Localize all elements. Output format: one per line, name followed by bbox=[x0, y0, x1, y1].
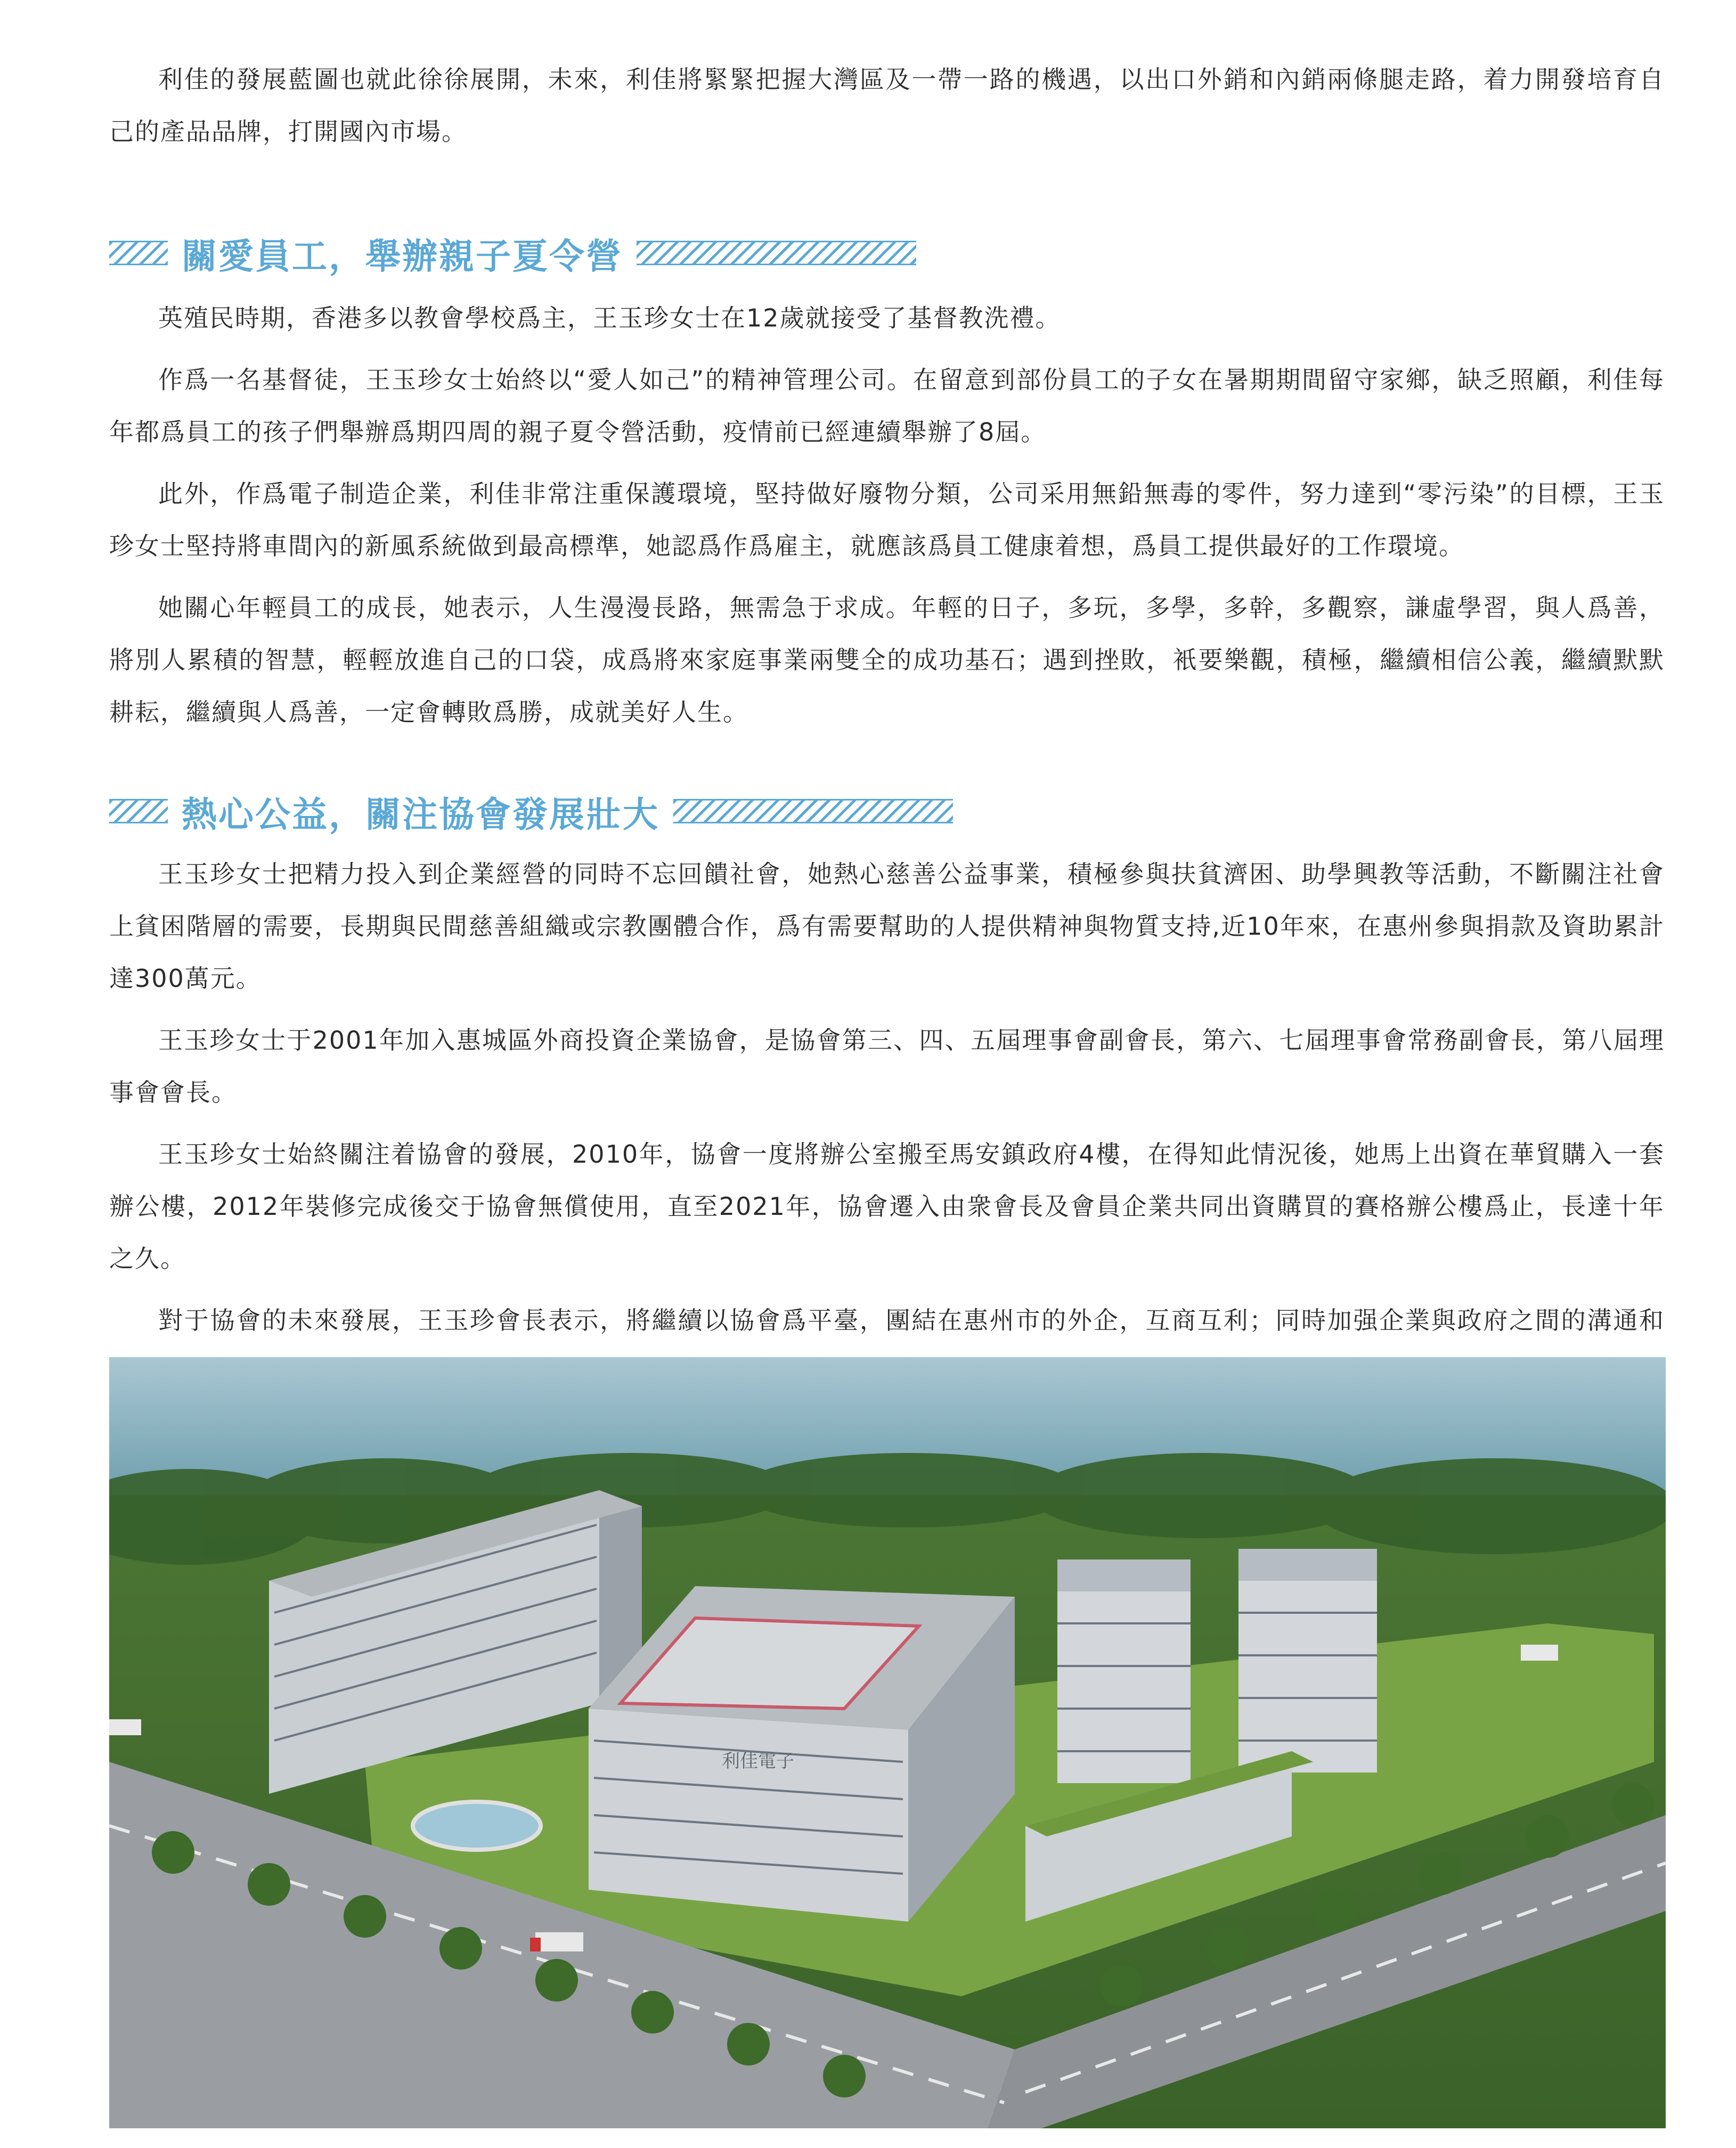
building-sign: 利佳電子 bbox=[722, 1751, 794, 1772]
heading-hatch-decoration bbox=[637, 241, 916, 265]
truck bbox=[109, 1719, 141, 1735]
intro-paragraph: 利佳的發展藍圖也就此徐徐展開，未來，利佳將緊緊把握大灣區及一帶一路的機遇，以出口外銷和內銷兩條腿走路，着力開發培育自己的產品品牌，打開國內市場。 bbox=[109, 65, 1665, 146]
truck bbox=[1521, 1645, 1558, 1661]
section1-paragraph: 作爲一名基督徒，王玉珍女士始終以“愛人如己”的精神管理公司。在留意到部份員工的子女在暑期期間留守家鄉，缺乏照顧，利佳每年都爲員工的孩子們舉辦爲期四周的親子夏令營活動，疫情前已經連續舉辦了8屆。 bbox=[109, 365, 1665, 446]
section2-body bbox=[109, 848, 1665, 1408]
section2-paragraph: 王玉珍女士始終關注着協會的發展，2010年，協會一度將辦公室搬至馬安鎮政府4樓，在得知此情況後，她馬上出資在華貿購入一套辦公樓，2012年裝修完成後交于協會無償使用，直至2021年，協會遷入由衆會長及會員企業共同出資購買的賽格辦公樓爲止，長達十年之久。 bbox=[109, 1140, 1665, 1273]
heading-hatch-decoration bbox=[673, 799, 953, 823]
dormitory-tower-1 bbox=[1057, 1559, 1191, 1783]
factory-aerial-photo bbox=[109, 1357, 1666, 2128]
factory-illustration bbox=[109, 1357, 1666, 2128]
fountain bbox=[413, 1802, 541, 1850]
section2-heading bbox=[109, 787, 1665, 835]
section2-paragraph: 王玉珍女士把精力投入到企業經營的同時不忘回饋社會，她熱心慈善公益事業，積極參與扶貧濟困、助學興教等活動，不斷關注社會上貧困階層的需要，長期與民間慈善組織或宗教團體合作，爲有需要幫助的人提供精神與物質支持,近10年來，在惠州參與捐款及資助累計達300萬元。 bbox=[109, 860, 1665, 993]
section2-title: 熱心公益，關注協會發展壯大 bbox=[182, 794, 659, 835]
truck bbox=[535, 1932, 583, 1951]
section1-paragraph: 此外，作爲電子制造企業，利佳非常注重保護環境，堅持做好廢物分類，公司采用無鉛無毒的零件，努力達到“零污染”的目標，王玉珍女士堅持將車間內的新風系統做到最高標準，她認爲作爲雇主，就應該爲員工健康着想，爲員工提供最好的工作環境。 bbox=[109, 479, 1665, 560]
heading-hatch-decoration bbox=[109, 799, 168, 823]
section1-body bbox=[109, 292, 1665, 748]
section2-paragraph: 王玉珍女士于2001年加入惠城區外商投資企業協會，是協會第三、四、五屆理事會副會長，第六、七屆理事會常務副會長，第八屆理事會會長。 bbox=[109, 1026, 1665, 1107]
section1-heading bbox=[109, 229, 1665, 277]
section1-title: 關愛員工，舉辦親子夏令營 bbox=[182, 235, 623, 277]
dormitory-tower-2 bbox=[1238, 1549, 1377, 1773]
factory-front bbox=[589, 1709, 908, 1922]
section2-paragraph: 對于協會的未來發展，王玉珍會長表示，將繼續以協會爲平臺，團結在惠州市的外企，互商互利；同時加强企業與政府之間的溝通和 bbox=[158, 1306, 1665, 1335]
intro-section bbox=[109, 53, 1665, 158]
heading-hatch-decoration bbox=[109, 241, 168, 265]
section1-paragraph: 英殖民時期，香港多以教會學校爲主，王玉珍女士在12歲就接受了基督教洗禮。 bbox=[158, 304, 1061, 332]
section1-paragraph: 她關心年輕員工的成長，她表示，人生漫漫長路，無需急于求成。年輕的日子，多玩，多學，多幹，多觀察，謙虛學習，與人爲善， 將別人累積的智慧，輕輕放進自己的口袋，成爲將來家庭事業兩雙全的成功基石；遇到挫敗，衹要樂觀，積極，繼續相信公義，繼續默默耕耘，繼續與人爲善，一定會轉敗爲勝，成就美好人生。 bbox=[109, 593, 1665, 726]
